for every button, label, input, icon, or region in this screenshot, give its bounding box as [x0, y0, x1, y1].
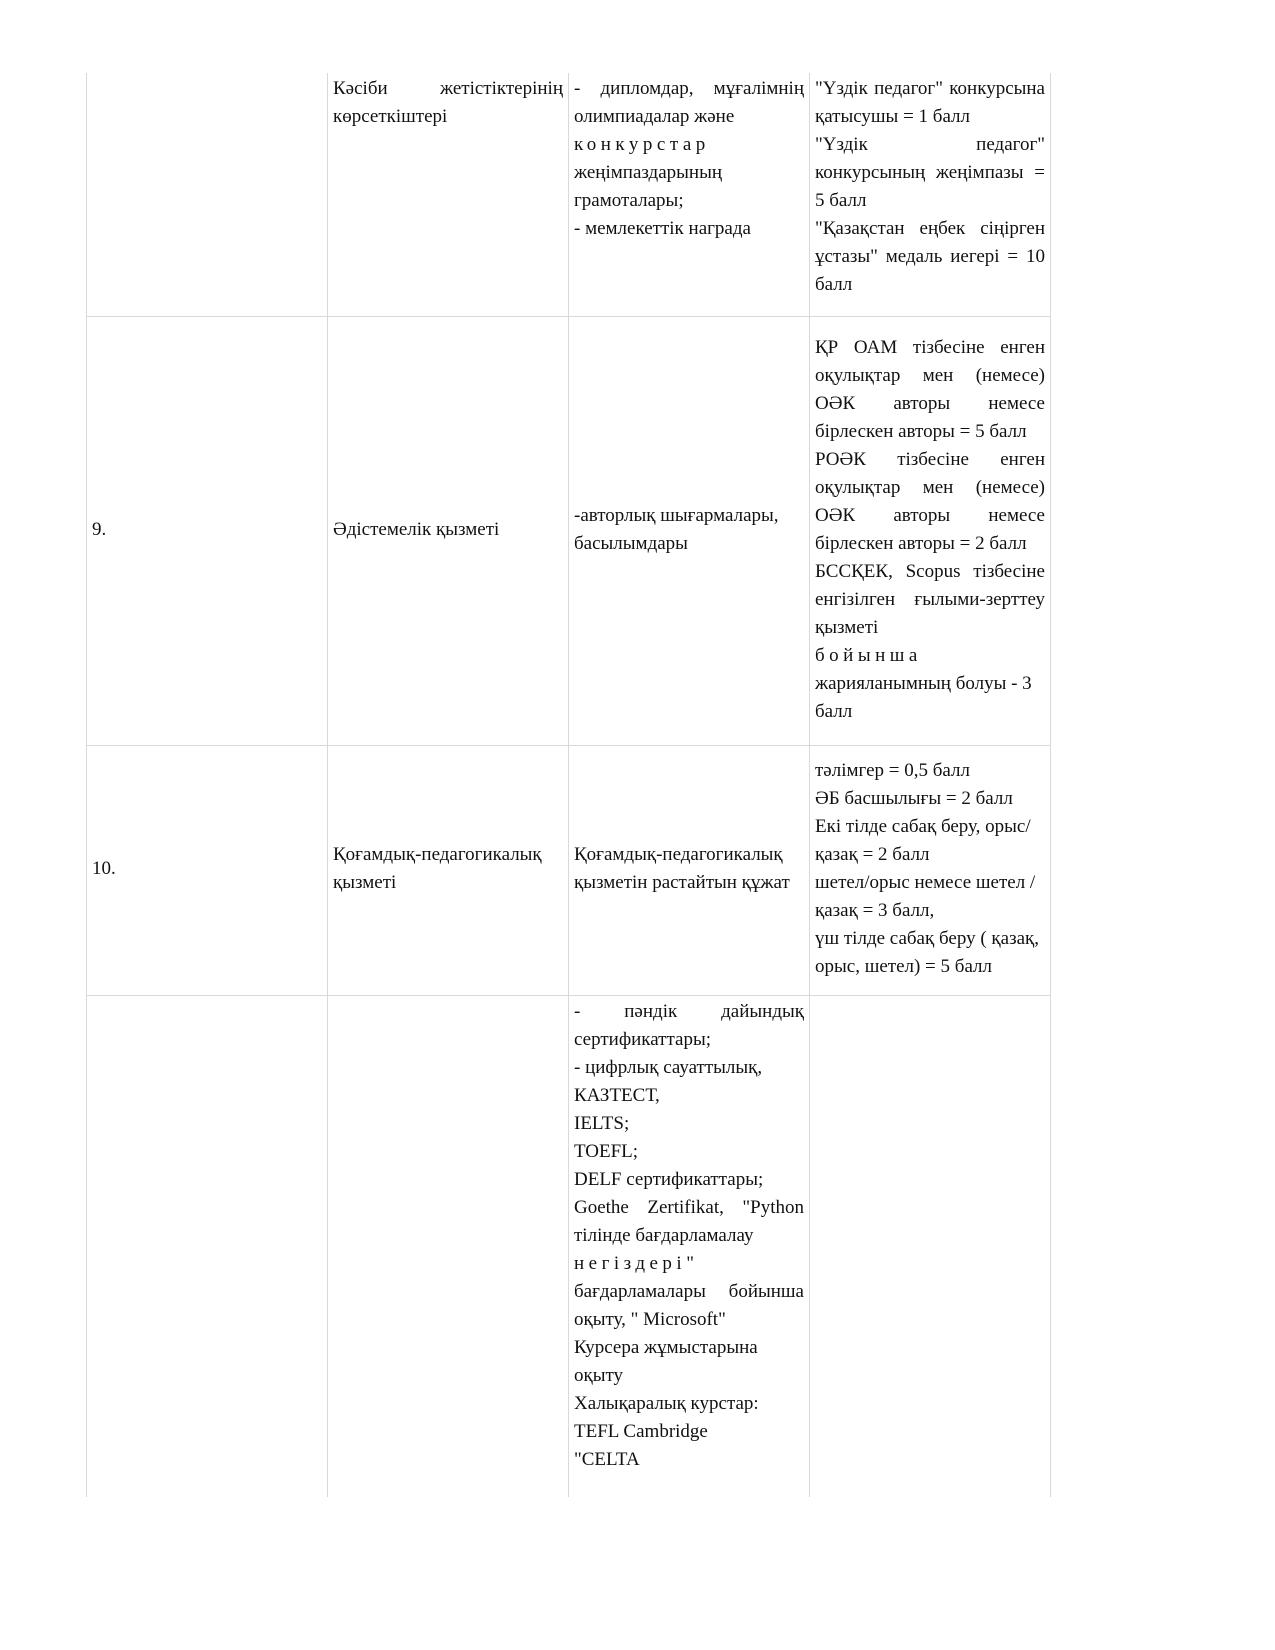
criterion-cell: [328, 995, 569, 1497]
documents-line: -авторлық шығармалары, басылымдары: [574, 504, 779, 554]
documents-line: - цифрлық сауаттылық, КАЗТЕСТ,: [574, 1056, 763, 1106]
score-line: үш тілде сабақ беру ( қазақ, орыс, шетел) = 5 балл: [815, 928, 1039, 977]
score-line: "Қазақстан еңбек сіңірген ұстазы" медаль иегері = 10 балл: [815, 218, 1045, 295]
row-number: 9.: [87, 316, 328, 745]
score-cell: [810, 73, 1051, 316]
criterion-cell: [328, 316, 569, 745]
documents-line: Қоғамдық-педагогикалық қызметін растайтын құжат: [574, 844, 790, 893]
documents-line: жеңімпаздарының грамоталары;: [574, 162, 723, 211]
documents-line: TOEFL;: [574, 1140, 639, 1162]
criterion-text: Қоғамдық-педагогикалық қызметі: [333, 844, 542, 893]
row-number: [87, 73, 328, 316]
row-number: 10.: [87, 745, 328, 995]
table-row: [87, 316, 1051, 745]
documents-line: TEFL Cambridge: [574, 1420, 708, 1442]
table-row: [87, 745, 1051, 995]
documents-line: "CELTA: [574, 1448, 640, 1470]
score-line: тәлімгер = 0,5 балл: [815, 760, 970, 781]
documents-cell: [569, 745, 810, 995]
documents-line: бағдарламалары бойынша оқыту, " Microsoft": [574, 1280, 804, 1330]
score-cell: [810, 745, 1051, 995]
documents-cell: [569, 316, 810, 745]
documents-line: DELF сертификаттары;: [574, 1168, 764, 1190]
documents-line: IELTS;: [574, 1112, 630, 1134]
table-row: [87, 995, 1051, 1497]
score-line: "Үздік педагог" конкурсына қатысушы = 1 балл: [815, 78, 1045, 127]
score-line: РОӘК тізбесіне енген оқулықтар мен (немесе) ОӘК авторы немесе бірлескен авторы = 2 балл: [815, 448, 1045, 554]
documents-cell: [569, 73, 810, 316]
score-cell: [810, 995, 1051, 1497]
documents-cell: [569, 995, 810, 1497]
documents-line: Курсера жұмыстарына оқыту: [574, 1336, 758, 1386]
score-line: ҚР ОАМ тізбесіне енген оқулықтар мен (немесе) ОӘК авторы немесе бірлескен авторы = 5 балл: [815, 336, 1045, 442]
criterion-cell: [328, 745, 569, 995]
score-line: бойынша: [815, 644, 922, 666]
documents-line: негіздері": [574, 1252, 699, 1274]
criteria-table: [86, 73, 1051, 1497]
criterion-cell: [328, 73, 569, 316]
documents-line: - пәндік дайындық сертификаттары;: [574, 1000, 804, 1050]
documents-line: - мемлекеттік награда: [574, 218, 751, 239]
documents-line: конкурстар: [574, 134, 710, 155]
score-line: БССҚЕК, Scopus тізбесіне енгізілген ғылыми-зерттеу қызметі: [815, 560, 1045, 638]
row-number: [87, 995, 328, 1497]
score-line: жарияланымның болуы - 3 балл: [815, 672, 1032, 722]
criterion-text: Әдістемелік қызметі: [333, 518, 500, 540]
score-line: "Үздік педагог" конкурсының жеңімпазы = 5 балл: [815, 134, 1045, 211]
score-line: шетел/орыс немесе шетел /қазақ = 3 балл,: [815, 872, 1036, 921]
documents-line: Goethe Zertifikat, "Python тілінде бағдарламалау: [574, 1196, 804, 1246]
documents-line: - дипломдар, мұғалімнің олимпиадалар және: [574, 78, 804, 127]
score-line: Екі тілде сабақ беру, орыс/қазақ = 2 балл: [815, 816, 1031, 865]
score-cell: [810, 316, 1051, 745]
table-row: [87, 73, 1051, 316]
documents-line: Халықаралық курстар:: [574, 1392, 759, 1414]
score-line: ӘБ басшылығы = 2 балл: [815, 788, 1013, 809]
criterion-text: Кәсіби жетістіктерінің көрсеткіштері: [333, 78, 563, 127]
